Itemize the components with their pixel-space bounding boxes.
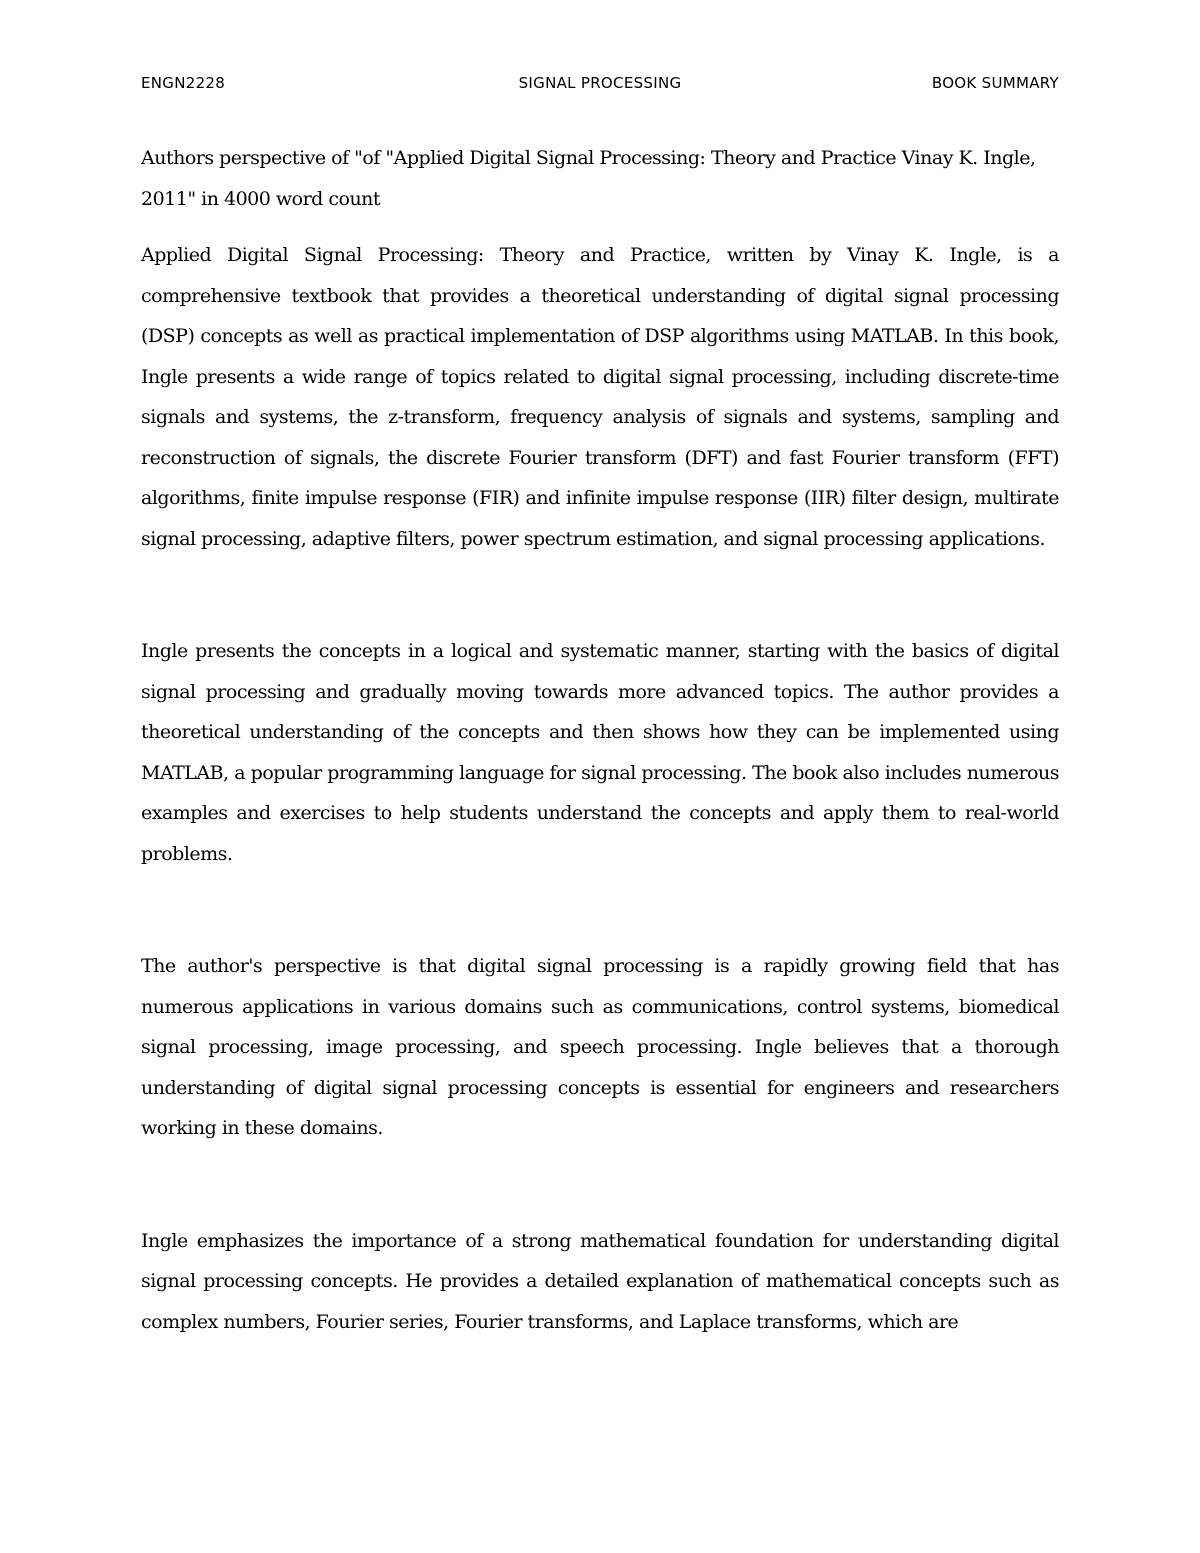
header-course-code: ENGN2228: [141, 74, 226, 92]
paragraph-perspective: The author's perspective is that digital signal processing is a rapidly growing field that has numerous applications in various domains such as communications, control systems, biomedical signal processing, image processing, and speech processing. Ingle believes that a thorough understanding of digital signal processing concepts is essential for engineers and researchers working in these domains.: [141, 955, 1059, 1139]
page-header: [141, 74, 1059, 98]
header-doc-type: BOOK SUMMARY: [931, 74, 1059, 92]
paragraph-intro: Applied Digital Signal Processing: Theory and Practice, written by Vinay K. Ingle, is a comprehensive textbook that provides a theoretical understanding of digital signal processing (DSP) concepts as well as practical implementation of DSP algorithms using MATLAB. In this book, Ingle presents a wide range of topics related to digital signal processing, including discrete-time signals and systems, the z-transform, frequency analysis of signals and systems, sampling and reconstruction of signals, the discrete Fourier transform (DFT) and fast Fourier transform (FFT) algorithms, finite impulse response (FIR) and infinite impulse response (IIR) filter design, multirate signal processing, adaptive filters, power spectrum estimation, and signal processing applications.: [141, 244, 1059, 550]
document-body: [141, 138, 1059, 1342]
document-title: Authors perspective of "of "Applied Digital Signal Processing: Theory and Practice Vinay K. Ingle, 2011" in 4000 word count: [141, 147, 1036, 210]
paragraph-mathematics: Ingle emphasizes the importance of a strong mathematical foundation for understanding digital signal processing concepts. He provides a detailed explanation of mathematical concepts such as complex numbers, Fourier series, Fourier transforms, and Laplace transforms, which are: [141, 1229, 1059, 1333]
header-subject: SIGNAL PROCESSING: [518, 74, 682, 92]
paragraph-presentation: Ingle presents the concepts in a logical and systematic manner, starting with the basics of digital signal processing and gradually moving towards more advanced topics. The author provides a theoretical understanding of the concepts and then shows how they can be implemented using MATLAB, a popular programming language for signal processing. The book also includes numerous examples and exercises to help students understand the concepts and apply them to real-world problems.: [141, 640, 1059, 865]
